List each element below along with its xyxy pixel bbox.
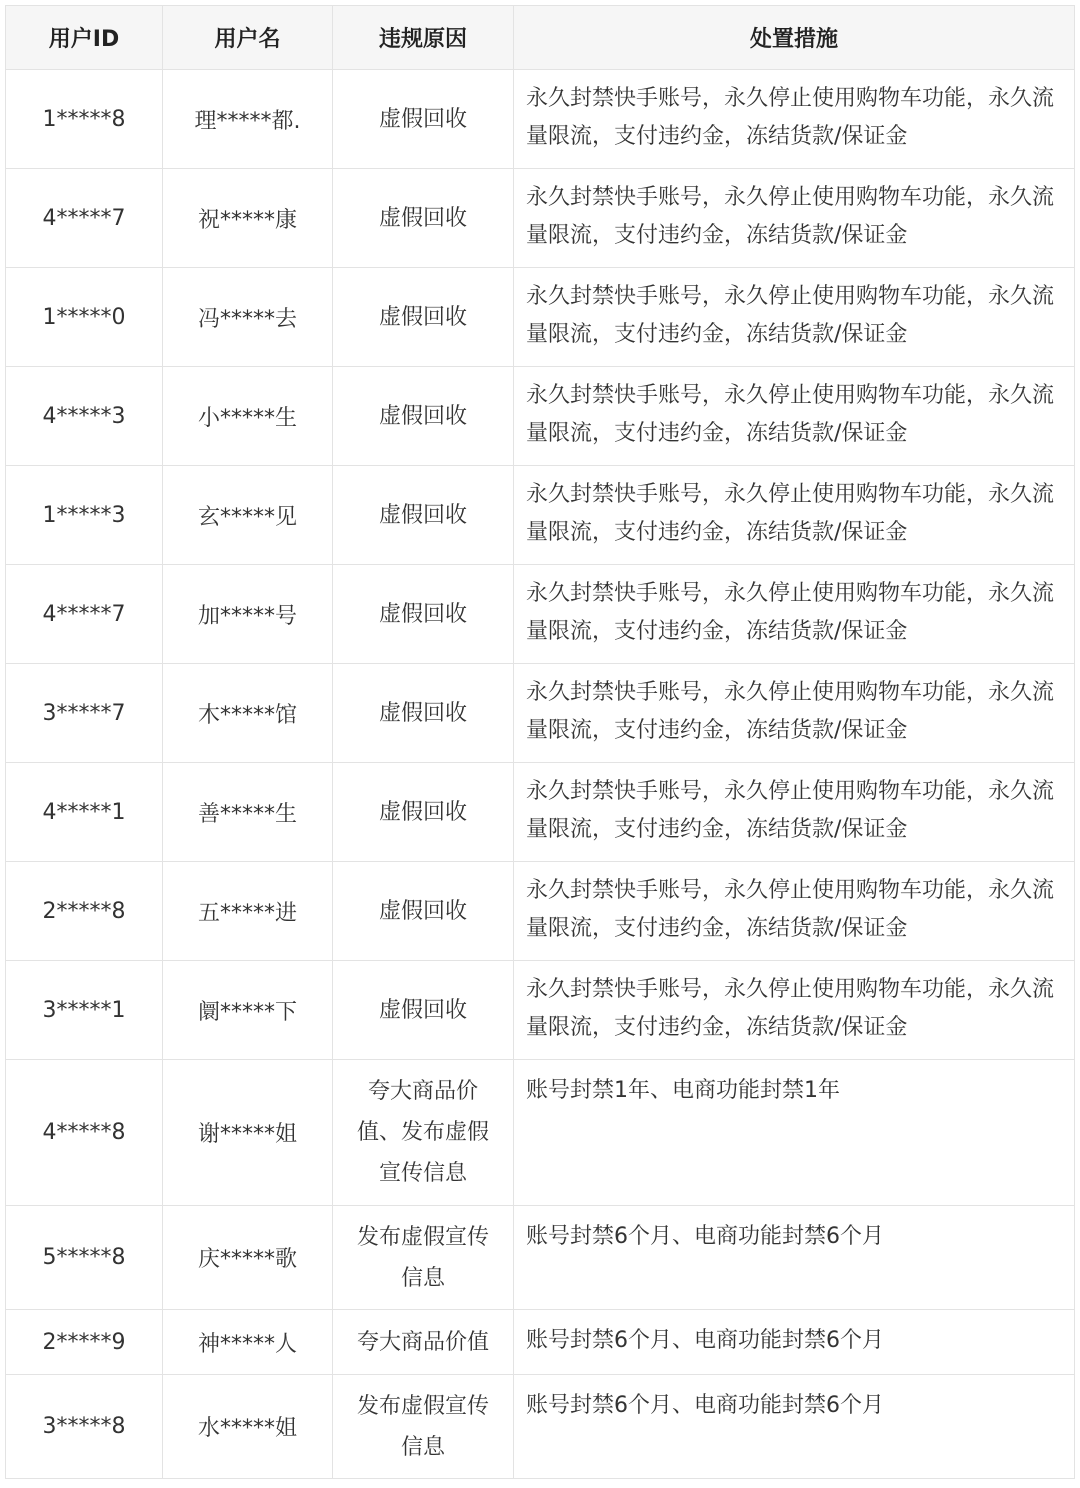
cell-reason: 虚假回收 <box>333 466 514 565</box>
cell-reason: 夸大商品价值 <box>333 1310 514 1375</box>
cell-reason: 虚假回收 <box>333 169 514 268</box>
table-row <box>6 565 1075 664</box>
cell-reason: 虚假回收 <box>333 367 514 466</box>
table-row <box>6 1060 1075 1206</box>
cell-user-id: 4*****1 <box>6 763 163 862</box>
cell-action: 账号封禁6个月、电商功能封禁6个月 <box>514 1310 1075 1375</box>
header-row <box>6 6 1075 70</box>
cell-action: 永久封禁快手账号，永久停止使用购物车功能，永久流量限流，支付违约金，冻结货款/保证金 <box>514 70 1075 169</box>
cell-reason: 虚假回收 <box>333 664 514 763</box>
header-user-id: 用户ID <box>6 6 163 70</box>
cell-username: 庆*****歌 <box>163 1206 333 1310</box>
cell-user-id: 4*****3 <box>6 367 163 466</box>
cell-username: 祝*****康 <box>163 169 333 268</box>
violations-table <box>5 5 1075 1479</box>
cell-reason: 发布虚假宣传信息 <box>333 1206 514 1310</box>
cell-user-id: 2*****8 <box>6 862 163 961</box>
cell-username: 五*****进 <box>163 862 333 961</box>
table-row <box>6 70 1075 169</box>
cell-reason: 发布虚假宣传信息 <box>333 1375 514 1479</box>
cell-user-id: 1*****3 <box>6 466 163 565</box>
cell-username: 加*****号 <box>163 565 333 664</box>
cell-user-id: 1*****0 <box>6 268 163 367</box>
cell-action: 账号封禁6个月、电商功能封禁6个月 <box>514 1375 1075 1479</box>
table-row <box>6 169 1075 268</box>
table-row <box>6 1310 1075 1375</box>
cell-username: 小*****生 <box>163 367 333 466</box>
cell-username: 善*****生 <box>163 763 333 862</box>
cell-username: 阛*****下 <box>163 961 333 1060</box>
cell-action: 永久封禁快手账号，永久停止使用购物车功能，永久流量限流，支付违约金，冻结货款/保证金 <box>514 367 1075 466</box>
cell-action: 永久封禁快手账号，永久停止使用购物车功能，永久流量限流，支付违约金，冻结货款/保证金 <box>514 466 1075 565</box>
cell-username: 神*****人 <box>163 1310 333 1375</box>
cell-user-id: 3*****1 <box>6 961 163 1060</box>
cell-user-id: 5*****8 <box>6 1206 163 1310</box>
cell-username: 水*****姐 <box>163 1375 333 1479</box>
cell-action: 永久封禁快手账号，永久停止使用购物车功能，永久流量限流，支付违约金，冻结货款/保证金 <box>514 862 1075 961</box>
cell-reason: 虚假回收 <box>333 961 514 1060</box>
cell-action: 永久封禁快手账号，永久停止使用购物车功能，永久流量限流，支付违约金，冻结货款/保证金 <box>514 169 1075 268</box>
cell-user-id: 3*****7 <box>6 664 163 763</box>
cell-action: 永久封禁快手账号，永久停止使用购物车功能，永久流量限流，支付违约金，冻结货款/保证金 <box>514 565 1075 664</box>
cell-action: 永久封禁快手账号，永久停止使用购物车功能，永久流量限流，支付违约金，冻结货款/保证金 <box>514 664 1075 763</box>
cell-reason: 虚假回收 <box>333 268 514 367</box>
cell-action: 永久封禁快手账号，永久停止使用购物车功能，永久流量限流，支付违约金，冻结货款/保证金 <box>514 268 1075 367</box>
cell-action: 账号封禁6个月、电商功能封禁6个月 <box>514 1206 1075 1310</box>
header-reason: 违规原因 <box>333 6 514 70</box>
cell-user-id: 3*****8 <box>6 1375 163 1479</box>
cell-reason: 虚假回收 <box>333 70 514 169</box>
cell-username: 冯*****去 <box>163 268 333 367</box>
table-row <box>6 268 1075 367</box>
cell-action: 永久封禁快手账号，永久停止使用购物车功能，永久流量限流，支付违约金，冻结货款/保证金 <box>514 763 1075 862</box>
cell-username: 理*****都. <box>163 70 333 169</box>
cell-reason: 虚假回收 <box>333 565 514 664</box>
cell-username: 谢*****姐 <box>163 1060 333 1206</box>
table-row <box>6 367 1075 466</box>
table-row <box>6 763 1075 862</box>
header-username: 用户名 <box>163 6 333 70</box>
table-row <box>6 862 1075 961</box>
table-row <box>6 961 1075 1060</box>
cell-reason: 夸大商品价值、发布虚假宣传信息 <box>333 1060 514 1206</box>
header-action: 处置措施 <box>514 6 1075 70</box>
cell-user-id: 4*****8 <box>6 1060 163 1206</box>
cell-action: 账号封禁1年、电商功能封禁1年 <box>514 1060 1075 1206</box>
cell-user-id: 2*****9 <box>6 1310 163 1375</box>
table-row <box>6 1375 1075 1479</box>
cell-username: 玄*****见 <box>163 466 333 565</box>
cell-user-id: 4*****7 <box>6 565 163 664</box>
cell-user-id: 4*****7 <box>6 169 163 268</box>
cell-user-id: 1*****8 <box>6 70 163 169</box>
cell-reason: 虚假回收 <box>333 862 514 961</box>
table-row <box>6 466 1075 565</box>
cell-username: 木*****馆 <box>163 664 333 763</box>
table-row <box>6 1206 1075 1310</box>
cell-action: 永久封禁快手账号，永久停止使用购物车功能，永久流量限流，支付违约金，冻结货款/保证金 <box>514 961 1075 1060</box>
table-row <box>6 664 1075 763</box>
cell-reason: 虚假回收 <box>333 763 514 862</box>
